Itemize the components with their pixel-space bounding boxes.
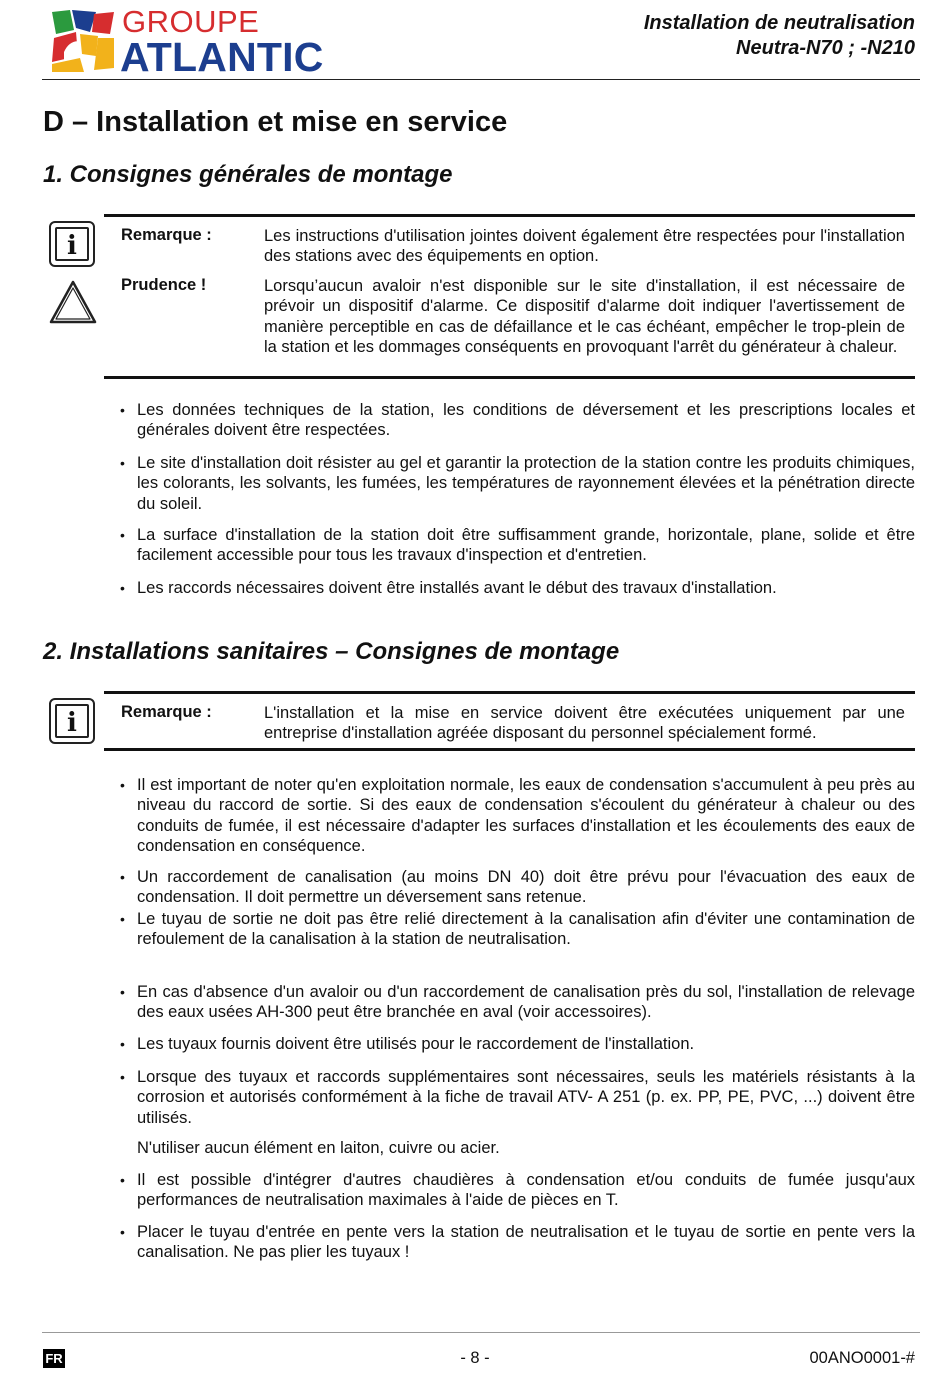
list-item: • Il est important de noter qu'en exploitation normale, les eaux de condensation s'accumulent à peu près au niveau du raccord de sortie. Si des eaux de condensation s'écoulent du générateur à chaleur ou des conduits de fumée, il est nécessaire d'adapter les surfaces d'installation et les écoulements des eaux de condensation en conséquence.	[120, 776, 915, 855]
notice-top-rule	[104, 214, 915, 217]
list-item: • Lorsque des tuyaux et raccords supplémentaires sont nécessaires, seuls les matériels résistants à la corrosion et autorisés conformément à la fiche de travail ATV- A 251 (p. ex. PP, PE, PVC, ...) doivent être utilisés.	[120, 1068, 915, 1127]
notice-bottom-rule	[104, 748, 915, 751]
list-item: • Placer le tuyau d'entrée en pente vers la station de neutralisation et le tuyau de sortie en pente vers la canalisation. Ne pas plier les tuyaux !	[120, 1223, 915, 1262]
list-item: • Les tuyaux fournis doivent être utilisés pour le raccordement de l'installation.	[120, 1035, 695, 1053]
section2-heading: 2. Installations sanitaires – Consignes de montage	[43, 638, 620, 665]
list-item: • Il est possible d'intégrer d'autres chaudières à condensation et/ou conduits de fumée jusqu'aux performances de neutralisation maximales à l'aide de pièces en T.	[120, 1171, 915, 1210]
logo-text-atlantic: ATLANTIC	[120, 34, 324, 80]
list-item: • La surface d'installation de la station doit être suffisamment grande, horizontale, plane, solide et être facilement accessible pour tous les travaux d'inspection et d'entretien.	[120, 526, 915, 565]
list-item: • Le tuyau de sortie ne doit pas être relié directement à la canalisation afin d'éviter une contamination de refoulement de la canalisation à la station de neutralisation.	[120, 910, 915, 949]
notice-text-remarque: Les instructions d'utilisation jointes doivent également être respectées pour l'installation des stations avec des équipements en option.	[264, 227, 905, 266]
notice-text-prudence: Lorsqu’aucun avaloir n'est disponible sur le site d'installation, il est nécessaire de prévoir un dispositif d'alarme. Ce dispositif d'alarme doit indiquer l'avertissement de manière perceptible en cas de défaillance et le cas échéant, empêcher le trop-plein de la station et les dommages conséquents en provoquant l'arrêt du générateur à chaleur.	[264, 277, 905, 356]
notice-top-rule	[104, 691, 915, 694]
list-item: • En cas d'absence d'un avaloir ou d'un raccordement de canalisation près du sol, l'installation de relevage des eaux usées AH-300 peut être branchée en aval (voir accessoires).	[120, 983, 915, 1022]
list-item: • Un raccordement de canalisation (au moins DN 40) doit être prévu pour l'évacuation des eaux de condensation. Il doit permettre un déversement sans retenue.	[120, 868, 915, 907]
info-icon: i	[49, 221, 95, 267]
language-badge: FR	[43, 1349, 65, 1368]
document-title	[644, 11, 915, 61]
notice-bottom-rule	[104, 376, 915, 379]
section1-heading: 1. Consignes générales de montage	[43, 161, 453, 188]
logo-mark-icon	[50, 8, 116, 72]
notice-label-remarque: Remarque :	[121, 226, 212, 244]
document-reference: 00ANO0001-#	[809, 1349, 915, 1367]
company-logo	[50, 4, 335, 80]
main-heading: D – Installation et mise en service	[43, 106, 508, 138]
document-title-line2: Neutra-N70 ; -N210	[736, 37, 915, 59]
notice-text-remarque: L'installation et la mise en service doivent être exécutées uniquement par une entreprise d'installation agréée disposant du personnel spécialement formé.	[264, 704, 905, 743]
footer-divider	[42, 1332, 920, 1333]
warning-paragraph: N'utiliser aucun élément en laiton, cuivre ou acier.	[137, 1139, 500, 1157]
notice-label-prudence: Prudence !	[121, 276, 207, 294]
page-number: - 8 -	[460, 1349, 490, 1367]
document-title-line1: Installation de neutralisation	[643, 12, 915, 34]
logo-text-groupe: GROUPE	[122, 4, 260, 39]
notice-label-remarque: Remarque :	[121, 703, 212, 721]
info-icon: i	[49, 698, 95, 744]
list-item: • Les raccords nécessaires doivent être installés avant le début des travaux d'installation.	[120, 579, 777, 597]
header-divider	[42, 79, 920, 80]
list-item: • Les données techniques de la station, les conditions de déversement et les prescriptions locales et générales doivent être respectées.	[120, 401, 915, 440]
warning-triangle-icon	[48, 279, 98, 325]
list-item: • Le site d'installation doit résister au gel et garantir la protection de la station contre les produits chimiques, les colorants, les solvants, les fumées, les températures de rayonnement élevées et la pénétration directe du soleil.	[120, 454, 915, 513]
